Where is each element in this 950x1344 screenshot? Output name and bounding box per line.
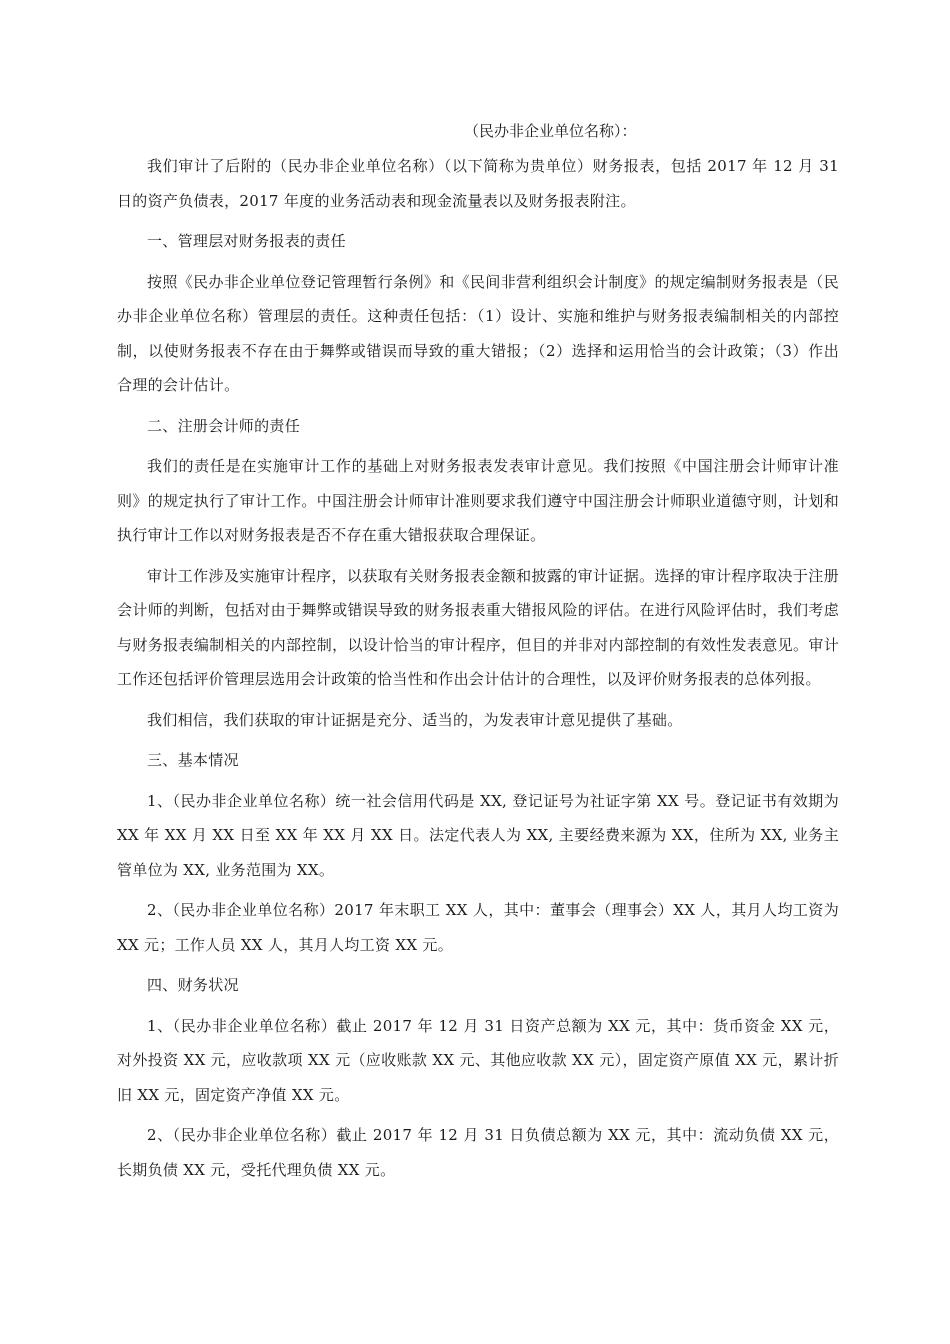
basic-info-item-1: 1、（民办非企业单位名称）统一社会信用代码是 XX, 登记证号为社证字第 XX 号。登记证书有效期为 XX 年 XX 月 XX 日至 XX 年 XX 月 XX 日。法定代表人为 XX, 主要经费来源为 XX，住所为 XX, 业务主管单位为 XX, 业务范围为 XX。 [117,791,839,879]
section-heading-auditor: 二、注册会计师的责任 [147,416,301,435]
management-responsibility-paragraph: 按照《民办非企业单位登记管理暂行条例》和《民间非营利组织会计制度》的规定编制财务报表是（民办非企业单位名称）管理层的责任。这种责任包括：（1）设计、实施和维护与财务报表编制相关的内部控制，以使财务报表不存在由于舞弊或错误而导致的重大错报；（2）选择和运用恰当的会计政策；（3）作出合理的会计估计。 [117,272,839,394]
audit-evidence-paragraph: 我们相信，我们获取的审计证据是充分、适当的，为发表审计意见提供了基础。 [147,710,683,729]
section-heading-financial-status: 四、财务状况 [147,976,239,994]
section-heading-management: 一、管理层对财务报表的责任 [147,232,346,250]
financial-status-item-2: 2、（民办非企业单位名称）截止 2017 年 12 月 31 日负债总额为 XX 元，其中：流动负债 XX 元，长期负债 XX 元，受托代理负债 XX 元。 [117,1126,839,1179]
basic-info-item-2: 2、（民办非企业单位名称）2017 年末职工 XX 人，其中：董事会（理事会）XX 人，其月人均工资为 XX 元；工作人员 XX 人，其月人均工资 XX 元。 [117,901,839,954]
intro-paragraph: 我们审计了后附的（民办非企业单位名称）（以下简称为贵单位）财务报表，包括 2017 年 12 月 31 日的资产负债表，2017 年度的业务活动表和现金流量表以及财务报表附注。 [117,157,839,210]
financial-status-item-1: 1、（民办非企业单位名称）截止 2017 年 12 月 31 日资产总额为 XX 元，其中：货币资金 XX 元，对外投资 XX 元，应收款项 XX 元（应收账款 XX 元、其他应收款 XX 元），固定资产原值 XX 元，累计折旧 XX 元，固定资产净值 XX 元。 [117,1016,839,1104]
section-heading-basic-info: 三、基本情况 [147,751,239,769]
addressee-line: （民办非企业单位名称）： [464,122,637,140]
audit-report-page [117,113,839,1187]
auditor-responsibility-paragraph: 我们的责任是在实施审计工作的基础上对财务报表发表审计意见。我们按照《中国注册会计师审计准则》的规定执行了审计工作。中国注册会计师审计准则要求我们遵守中国注册会计师职业道德守则，计划和执行审计工作以对财务报表是否不存在重大错报获取合理保证。 [117,457,839,544]
audit-procedures-paragraph: 审计工作涉及实施审计程序，以获取有关财务报表金额和披露的审计证据。选择的审计程序取决于注册会计师的判断，包括对由于舞弊或错误导致的财务报表重大错报风险的评估。在进行风险评估时，我们考虑与财务报表编制相关的内部控制，以设计恰当的审计程序，但目的并非对内部控制的有效性发表意见。审计工作还包括评价管理层选用会计政策的恰当性和作出会计估计的合理性，以及评价财务报表的总体列报。 [117,566,839,688]
